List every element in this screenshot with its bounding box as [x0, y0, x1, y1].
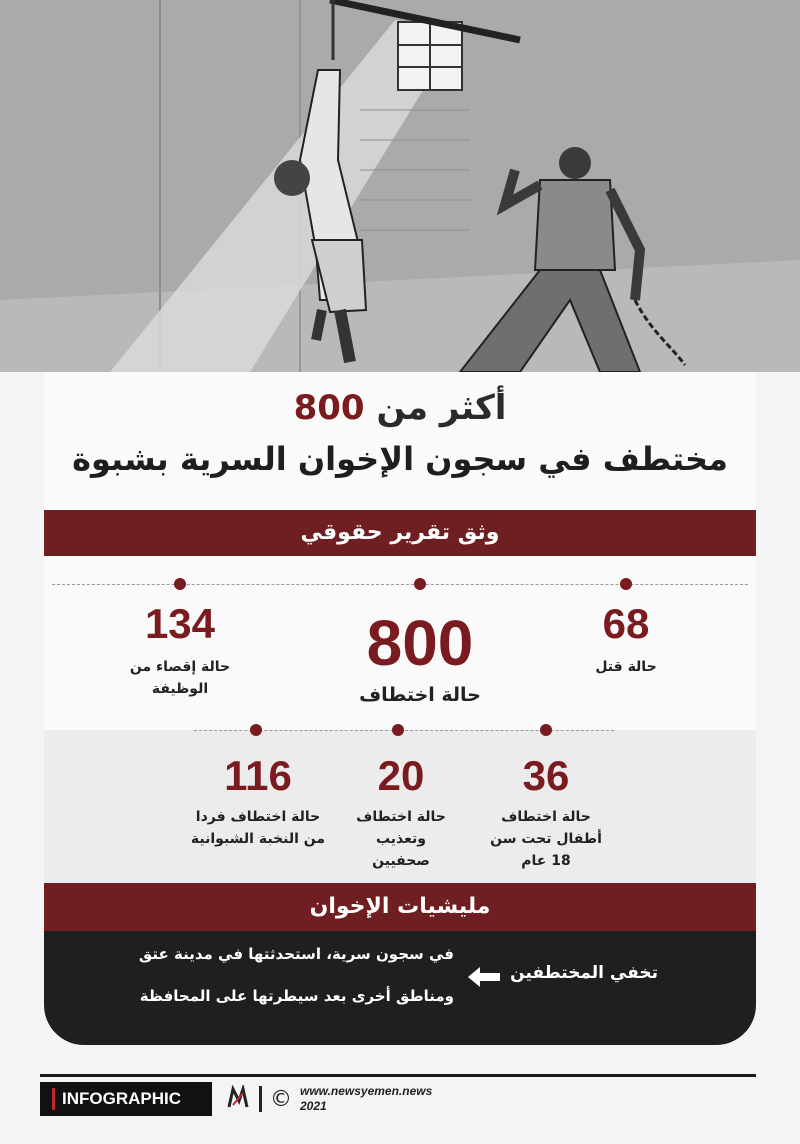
arrow-left-icon — [468, 967, 500, 987]
copyright-icon: © — [270, 1087, 292, 1112]
stats-row-1 — [44, 556, 756, 730]
section-header-report: وثق تقرير حقوقي — [44, 510, 756, 556]
militia-action: تخفي المختطفين — [510, 963, 658, 983]
news-logo-icon — [225, 1085, 251, 1111]
marker-dot — [540, 724, 552, 736]
section-header-militia: مليشيات الإخوان — [44, 883, 756, 931]
marker-dot — [414, 578, 426, 590]
stat-abductions-label: حالة اختطاف — [359, 684, 481, 706]
stat-journalists-number: 20 — [377, 752, 425, 799]
stat-killings-label: حالة قتل — [595, 659, 657, 675]
site-url[interactable]: www.newsyemen.news — [300, 1084, 433, 1098]
footer-rule — [40, 1074, 756, 1077]
infographic-badge: INFOGRAPHIC — [40, 1082, 212, 1116]
marker-dot — [620, 578, 632, 590]
badge-accent — [52, 1088, 55, 1110]
stat-abductions-number: 800 — [366, 607, 474, 679]
headline-number: 800 — [293, 388, 365, 428]
stat-children-number: 36 — [522, 752, 570, 799]
stat-dismissals-number: 134 — [144, 600, 216, 647]
stats-row-2 — [44, 730, 756, 883]
marker-dot — [392, 724, 404, 736]
marker-dot — [174, 578, 186, 590]
militia-detail-line2: ومناطق أخرى بعد سيطرتها على المحافظة — [139, 987, 454, 1005]
headline-prefix: أكثر من — [376, 388, 507, 428]
hero-illustration — [0, 0, 800, 372]
stat-killings-number: 68 — [602, 600, 650, 647]
militia-box — [44, 931, 756, 1045]
stat-dismissals-label: حالة إقصاء من الوظيفة — [129, 659, 231, 697]
prison-scene-image — [0, 0, 800, 372]
headline-line2: مختطف في سجون الإخوان السرية بشبوة — [72, 440, 728, 478]
militia-detail-line1: في سجون سرية، استحدثتها في مدينة عتق — [138, 945, 454, 963]
dashed-divider — [52, 584, 748, 585]
stat-children-label: حالة اختطاف أطفال تحت سن 18 عام — [490, 809, 602, 869]
stat-elite-label: حالة اختطاف فردا من النخبة الشبوانية — [190, 809, 326, 847]
headline-line1 — [44, 388, 756, 428]
stat-elite-number: 116 — [224, 752, 292, 799]
stat-journalists-label: حالة اختطاف وتعذيب صحفيين — [356, 809, 446, 869]
footer-year: 2021 — [300, 1099, 327, 1113]
footer-separator — [259, 1086, 262, 1112]
marker-dot — [250, 724, 262, 736]
